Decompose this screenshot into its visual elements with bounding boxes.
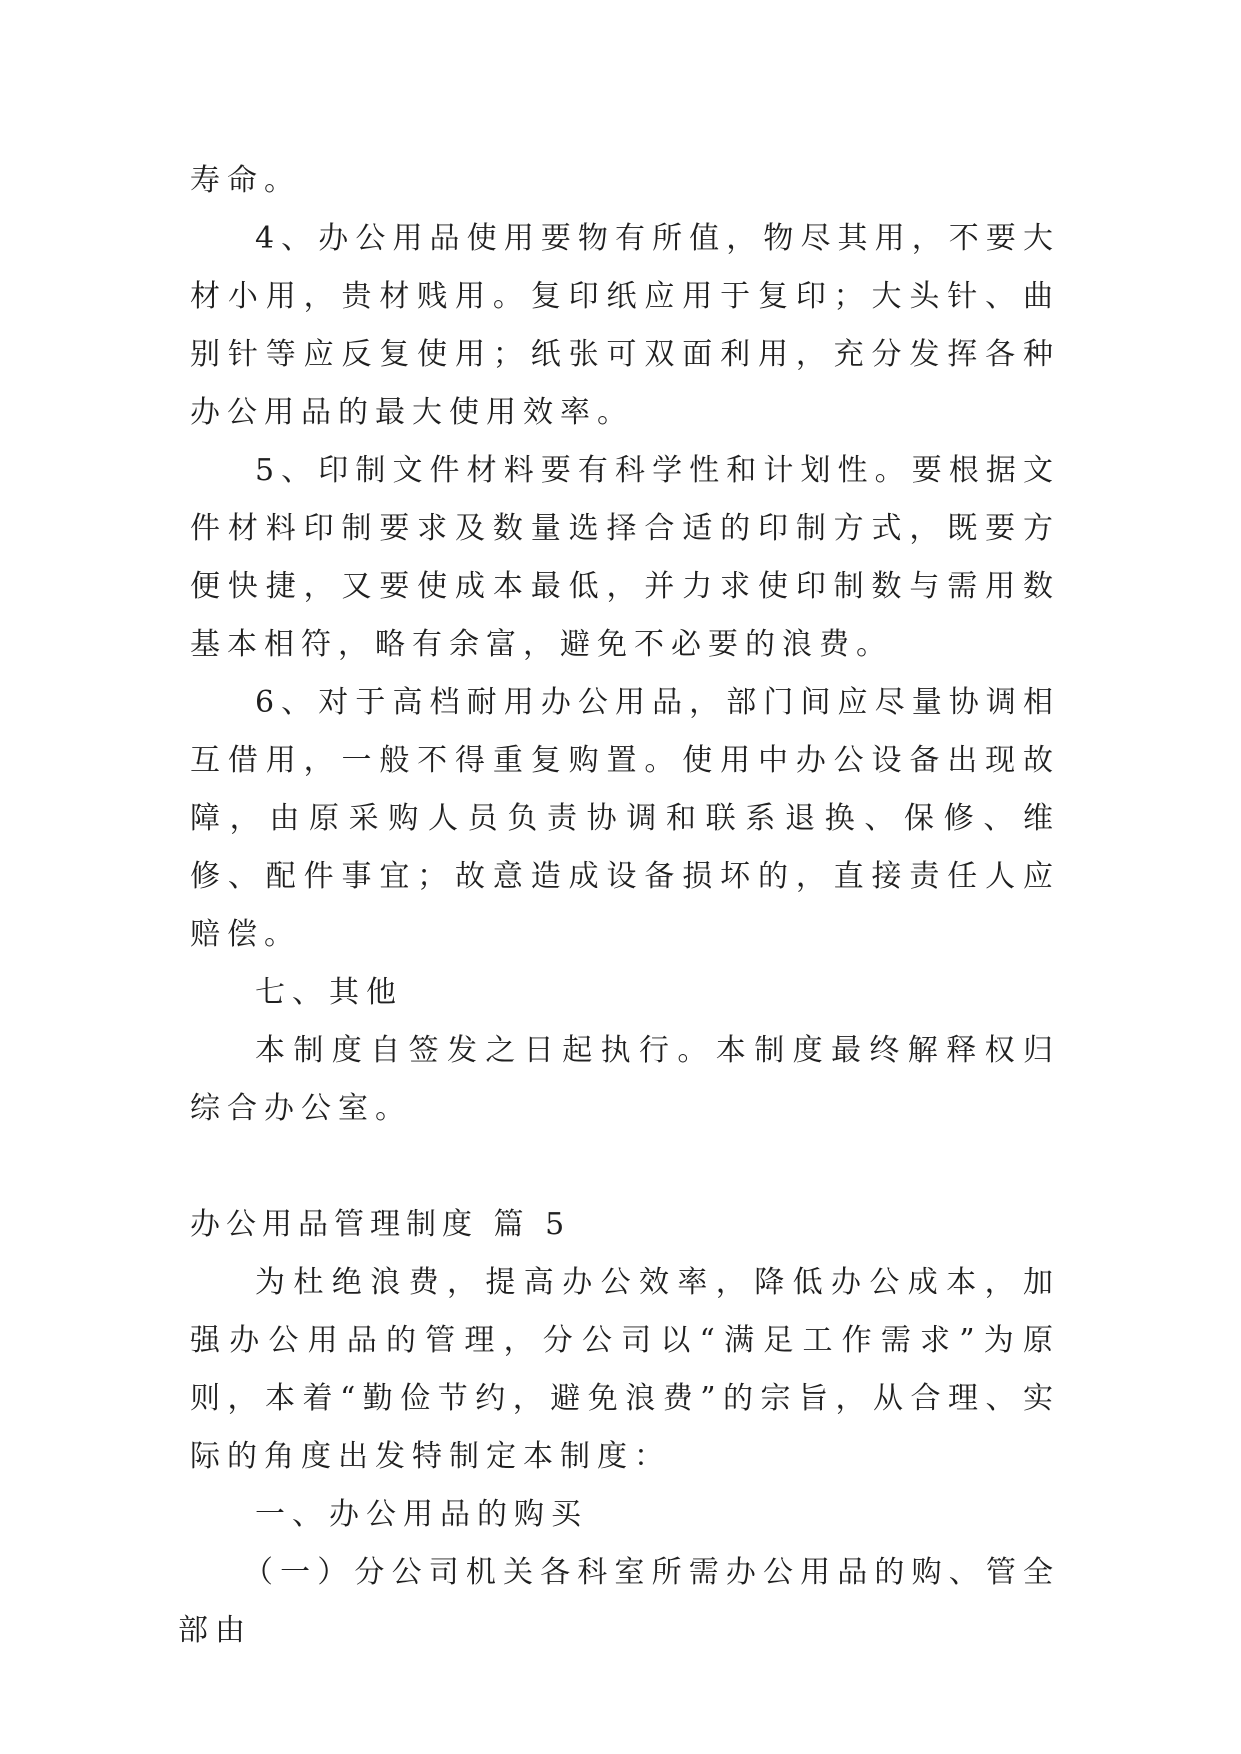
document-body — [178, 152, 1060, 1660]
section-5-title: 办公用品管理制度 篇 5 — [190, 1207, 571, 1242]
section-5-heading-purchase: 一、办公用品的购买 — [255, 1497, 588, 1532]
paragraph-item-6: 6、对于高档耐用办公用品，部门间应尽量协调相互借用，一般不得重复购置。使用中办公设备出现故障，由原采购人员负责协调和联系退换、保修、维修、配件事宜；故意造成设备损坏的，直接责任人应赔偿。 — [190, 685, 1060, 952]
paragraph-effective-date: 本制度自签发之日起执行。本制度最终解释权归综合办公室。 — [190, 1033, 1060, 1126]
section-spacer — [190, 1138, 1060, 1196]
section-5-item-1: （一）分公司机关各科室所需办公用品的购、管全部由 — [178, 1555, 1060, 1648]
paragraph-item-4: 4、办公用品使用要物有所值，物尽其用，不要大材小用，贵材贱用。复印纸应用于复印；大头针、曲别针等应反复使用；纸张可双面利用，充分发挥各种办公用品的最大使用效率。 — [190, 221, 1060, 430]
section-5-intro: 为杜绝浪费，提高办公效率，降低办公成本，加强办公用品的管理，分公司以“满足工作需求”为原则，本着“勤俭节约，避免浪费”的宗旨，从合理、实际的角度出发特制定本制度： — [190, 1265, 1060, 1474]
paragraph-item-5: 5、印制文件材料要有科学性和计划性。要根据文件材料印制要求及数量选择合适的印制方式，既要方便快捷，又要使成本最低，并力求使印制数与需用数基本相符，略有余富，避免不必要的浪费。 — [190, 453, 1060, 662]
heading-other: 七、其他 — [255, 975, 403, 1010]
paragraph-continued: 寿命。 — [190, 163, 301, 198]
